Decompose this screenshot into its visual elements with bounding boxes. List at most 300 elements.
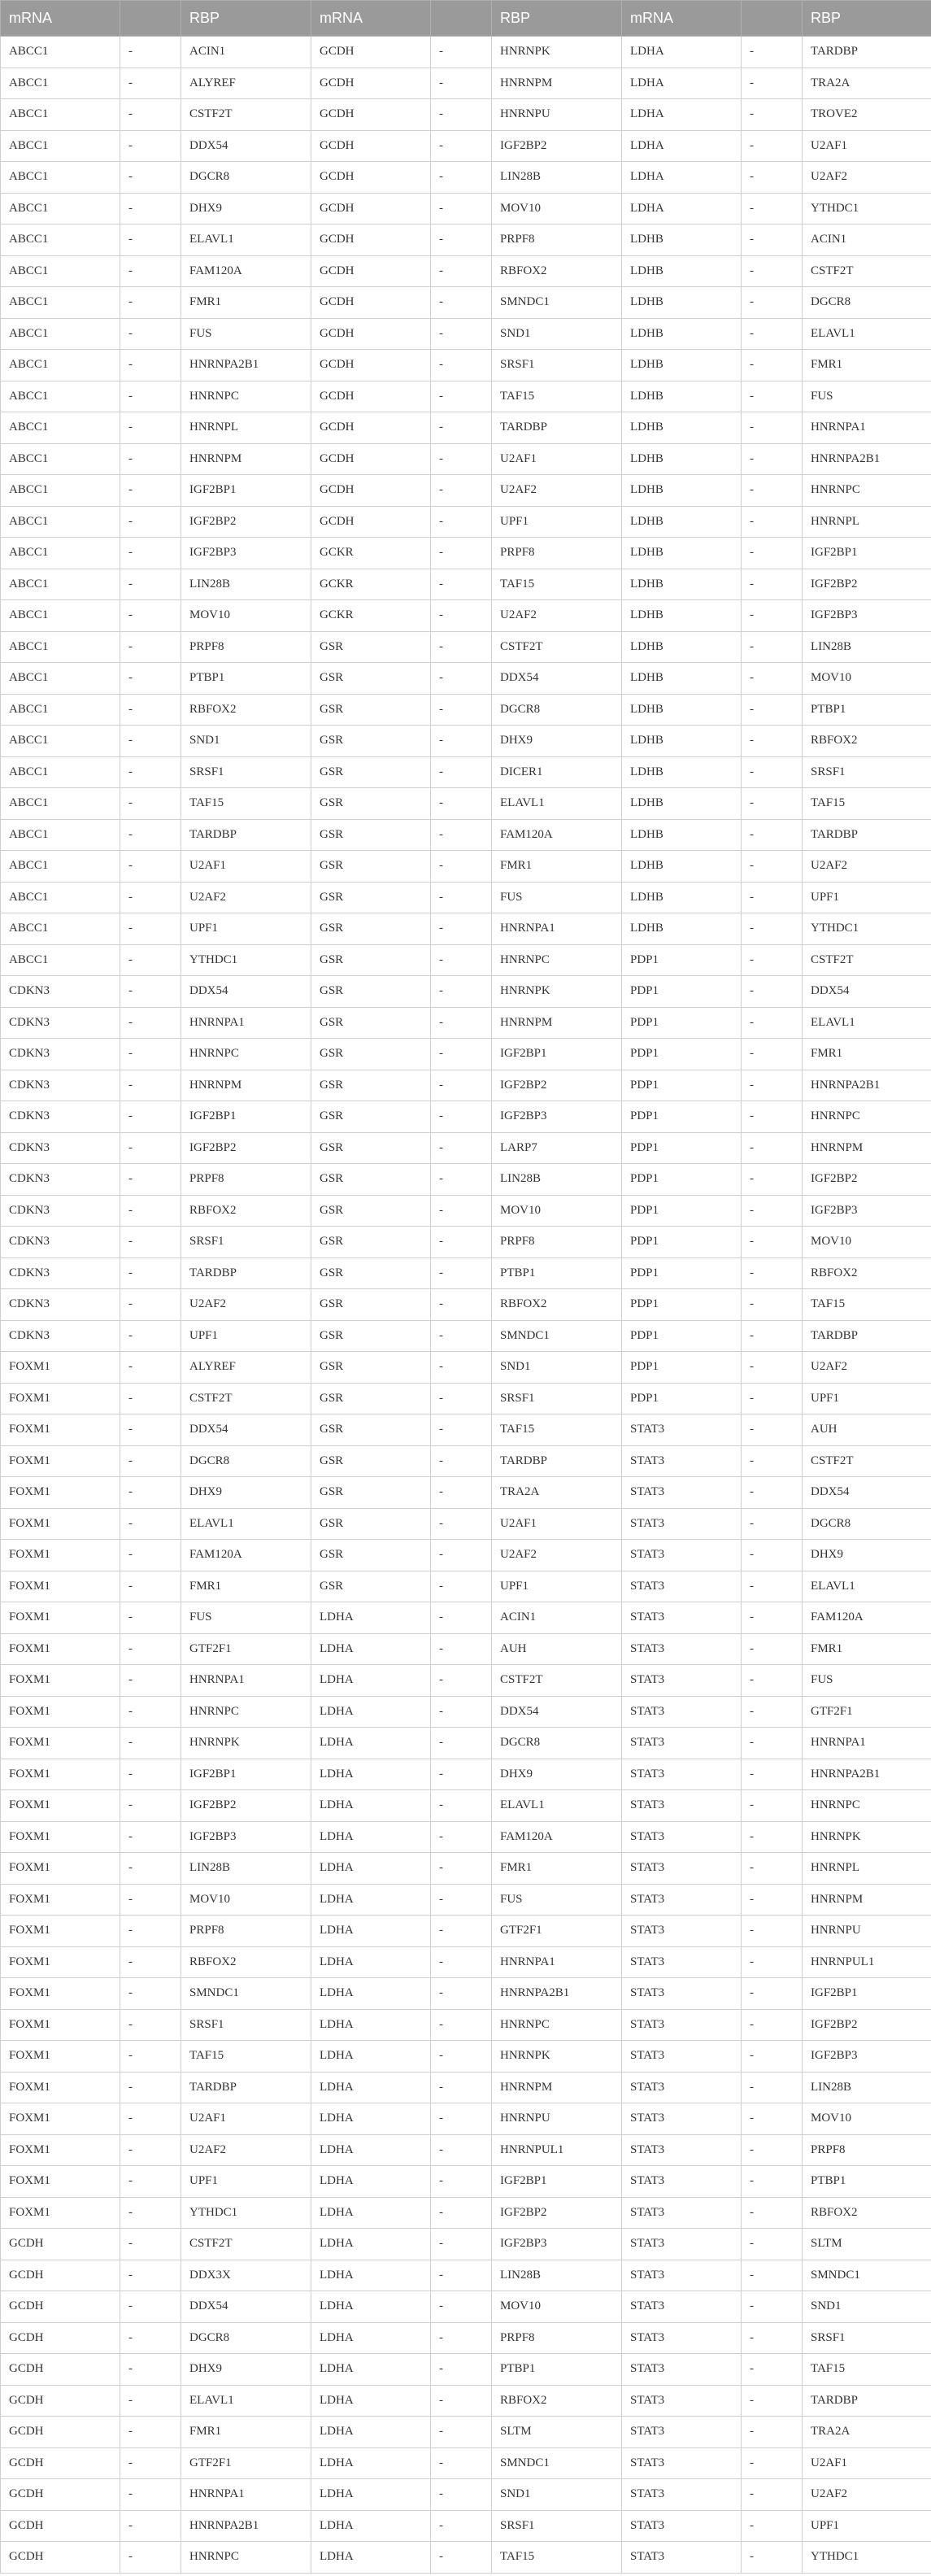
rbp-cell: DGCR8 bbox=[181, 2322, 311, 2354]
link-cell: - bbox=[742, 2354, 803, 2386]
link-cell: - bbox=[431, 1320, 492, 1352]
link-cell: - bbox=[431, 2197, 492, 2229]
rbp-cell: DHX9 bbox=[803, 1540, 931, 1571]
link-cell: - bbox=[742, 1821, 803, 1853]
link-cell: - bbox=[120, 1007, 181, 1039]
table-row bbox=[1, 1289, 931, 1321]
table-row bbox=[1, 68, 931, 99]
link-cell: - bbox=[431, 631, 492, 663]
link-cell: - bbox=[120, 1039, 181, 1070]
mrna-cell: LDHA bbox=[622, 99, 742, 131]
table-row bbox=[1, 2479, 931, 2511]
link-cell: - bbox=[431, 475, 492, 507]
mrna-cell: FOXM1 bbox=[1, 1445, 120, 1477]
link-cell: - bbox=[742, 1602, 803, 1634]
table-row bbox=[1, 1853, 931, 1885]
table-row bbox=[1, 1884, 931, 1916]
link-cell: - bbox=[431, 2322, 492, 2354]
link-cell: - bbox=[742, 1477, 803, 1509]
rbp-cell: IGF2BP3 bbox=[181, 538, 311, 569]
rbp-cell: U2AF2 bbox=[181, 882, 311, 913]
link-cell: - bbox=[431, 1790, 492, 1822]
link-cell: - bbox=[431, 1383, 492, 1414]
mrna-cell: GSR bbox=[311, 976, 431, 1008]
rbp-cell: CSTF2T bbox=[803, 1445, 931, 1477]
mrna-cell: PDP1 bbox=[622, 1007, 742, 1039]
table-row bbox=[1, 1790, 931, 1822]
mrna-cell: CDKN3 bbox=[1, 1039, 120, 1070]
mrna-cell: STAT3 bbox=[622, 2260, 742, 2291]
link-cell: - bbox=[742, 1696, 803, 1728]
rbp-cell: TAF15 bbox=[492, 1414, 622, 1446]
link-cell: - bbox=[742, 506, 803, 538]
link-cell: - bbox=[431, 68, 492, 99]
rbp-cell: HNRNPC bbox=[803, 1101, 931, 1133]
link-cell: - bbox=[431, 1445, 492, 1477]
table-row bbox=[1, 1132, 931, 1164]
table-row bbox=[1, 694, 931, 726]
link-cell: - bbox=[120, 318, 181, 350]
mrna-cell: GSR bbox=[311, 1477, 431, 1509]
mrna-cell: STAT3 bbox=[622, 2385, 742, 2417]
rbp-cell: HNRNPC bbox=[181, 381, 311, 412]
mrna-cell: FOXM1 bbox=[1, 1916, 120, 1947]
rbp-cell: TRA2A bbox=[492, 1477, 622, 1509]
rbp-cell: TARDBP bbox=[492, 1445, 622, 1477]
mrna-cell: GCDH bbox=[1, 2510, 120, 2542]
rbp-cell: HNRNPC bbox=[492, 2009, 622, 2041]
rbp-cell: U2AF1 bbox=[803, 130, 931, 162]
link-cell: - bbox=[431, 1665, 492, 1697]
rbp-cell: TAF15 bbox=[492, 381, 622, 412]
rbp-cell: U2AF1 bbox=[803, 2447, 931, 2479]
link-cell: - bbox=[431, 788, 492, 820]
rbp-cell: LIN28B bbox=[181, 569, 311, 600]
mrna-cell: LDHB bbox=[622, 475, 742, 507]
link-cell: - bbox=[120, 224, 181, 256]
mrna-cell: LDHB bbox=[622, 756, 742, 788]
mrna-cell: LDHB bbox=[622, 255, 742, 287]
rbp-cell: SND1 bbox=[492, 1352, 622, 1384]
link-cell: - bbox=[120, 819, 181, 851]
mrna-cell: ABCC1 bbox=[1, 882, 120, 913]
table-row bbox=[1, 2072, 931, 2103]
rbp-cell: HNRNPA1 bbox=[181, 1007, 311, 1039]
link-cell: - bbox=[431, 1227, 492, 1258]
mrna-cell: GSR bbox=[311, 1352, 431, 1384]
mrna-cell: GSR bbox=[311, 1007, 431, 1039]
rbp-cell: U2AF2 bbox=[803, 851, 931, 883]
mrna-cell: GSR bbox=[311, 756, 431, 788]
rbp-cell: ELAVL1 bbox=[803, 318, 931, 350]
mrna-cell: FOXM1 bbox=[1, 1383, 120, 1414]
rbp-cell: LIN28B bbox=[181, 1853, 311, 1885]
mrna-cell: LDHA bbox=[311, 1853, 431, 1885]
rbp-cell: HNRNPL bbox=[181, 412, 311, 444]
rbp-cell: AUH bbox=[492, 1633, 622, 1665]
mrna-cell: STAT3 bbox=[622, 1633, 742, 1665]
rbp-cell: HNRNPK bbox=[803, 1821, 931, 1853]
rbp-cell: U2AF1 bbox=[492, 1508, 622, 1540]
link-cell: - bbox=[120, 788, 181, 820]
link-cell: - bbox=[120, 2103, 181, 2135]
table-row bbox=[1, 2260, 931, 2291]
rbp-cell: TARDBP bbox=[181, 819, 311, 851]
rbp-cell: U2AF2 bbox=[803, 1352, 931, 1384]
mrna-cell: STAT3 bbox=[622, 2197, 742, 2229]
rbp-cell: CSTF2T bbox=[181, 99, 311, 131]
link-cell: - bbox=[742, 318, 803, 350]
rbp-cell: DDX54 bbox=[492, 663, 622, 695]
table-row bbox=[1, 1696, 931, 1728]
rbp-cell: TAF15 bbox=[492, 569, 622, 600]
rbp-cell: FUS bbox=[181, 1602, 311, 1634]
mrna-cell: GSR bbox=[311, 663, 431, 695]
mrna-cell: STAT3 bbox=[622, 2542, 742, 2574]
rbp-cell: CSTF2T bbox=[803, 255, 931, 287]
rbp-cell: U2AF2 bbox=[803, 162, 931, 194]
mrna-cell: PDP1 bbox=[622, 1289, 742, 1321]
link-cell: - bbox=[431, 1414, 492, 1446]
link-cell: - bbox=[120, 851, 181, 883]
mrna-cell: CDKN3 bbox=[1, 1164, 120, 1196]
mrna-cell: LDHA bbox=[311, 2542, 431, 2574]
link-cell: - bbox=[742, 1289, 803, 1321]
link-cell: - bbox=[742, 2009, 803, 2041]
table-row bbox=[1, 1352, 931, 1384]
link-cell: - bbox=[431, 2166, 492, 2198]
link-cell: - bbox=[120, 1790, 181, 1822]
rbp-cell: HNRNPM bbox=[492, 1007, 622, 1039]
rbp-cell: FAM120A bbox=[181, 255, 311, 287]
link-cell: - bbox=[431, 37, 492, 68]
rbp-cell: IGF2BP1 bbox=[181, 475, 311, 507]
mrna-cell: PDP1 bbox=[622, 1320, 742, 1352]
table-row bbox=[1, 2291, 931, 2323]
link-cell: - bbox=[742, 224, 803, 256]
link-cell: - bbox=[742, 1414, 803, 1446]
table-row bbox=[1, 882, 931, 913]
link-cell: - bbox=[742, 756, 803, 788]
link-cell: - bbox=[431, 2354, 492, 2386]
link-cell: - bbox=[120, 1916, 181, 1947]
mrna-cell: PDP1 bbox=[622, 1164, 742, 1196]
mrna-cell: LDHA bbox=[311, 1821, 431, 1853]
rbp-cell: FMR1 bbox=[803, 1039, 931, 1070]
rbp-cell: HNRNPC bbox=[803, 1790, 931, 1822]
rbp-cell: HNRNPA2B1 bbox=[181, 350, 311, 381]
mrna-cell: ABCC1 bbox=[1, 443, 120, 475]
mrna-cell: FOXM1 bbox=[1, 1665, 120, 1697]
mrna-cell: LDHA bbox=[311, 1602, 431, 1634]
mrna-cell: ABCC1 bbox=[1, 318, 120, 350]
link-cell: - bbox=[431, 1946, 492, 1978]
table-row bbox=[1, 569, 931, 600]
link-cell: - bbox=[742, 162, 803, 194]
mrna-cell: STAT3 bbox=[622, 1571, 742, 1602]
mrna-cell: LDHA bbox=[622, 193, 742, 224]
mrna-cell: ABCC1 bbox=[1, 350, 120, 381]
rbp-cell: DDX54 bbox=[803, 976, 931, 1008]
mrna-cell: PDP1 bbox=[622, 1352, 742, 1384]
link-cell: - bbox=[742, 255, 803, 287]
link-cell: - bbox=[742, 37, 803, 68]
mrna-cell: STAT3 bbox=[622, 1790, 742, 1822]
rbp-cell: DDX54 bbox=[492, 1696, 622, 1728]
rbp-cell: CSTF2T bbox=[181, 2229, 311, 2260]
mrna-cell: LDHB bbox=[622, 538, 742, 569]
link-cell: - bbox=[120, 1571, 181, 1602]
mrna-cell: STAT3 bbox=[622, 2134, 742, 2166]
table-row bbox=[1, 1414, 931, 1446]
rbp-cell: HNRNPM bbox=[492, 2072, 622, 2103]
link-cell: - bbox=[742, 287, 803, 319]
link-cell: - bbox=[431, 1007, 492, 1039]
rbp-cell: HNRNPA2B1 bbox=[181, 2510, 311, 2542]
rbp-cell: DICER1 bbox=[492, 756, 622, 788]
rbp-cell: DGCR8 bbox=[803, 1508, 931, 1540]
mrna-cell: ABCC1 bbox=[1, 663, 120, 695]
table-row bbox=[1, 506, 931, 538]
link-cell: - bbox=[431, 255, 492, 287]
link-cell: - bbox=[742, 631, 803, 663]
rbp-cell: TAF15 bbox=[181, 2041, 311, 2073]
mrna-cell: FOXM1 bbox=[1, 2134, 120, 2166]
rbp-cell: UPF1 bbox=[181, 1320, 311, 1352]
rbp-cell: IGF2BP2 bbox=[803, 2009, 931, 2041]
link-cell: - bbox=[431, 193, 492, 224]
mrna-cell: GSR bbox=[311, 1320, 431, 1352]
mrna-cell: LDHA bbox=[311, 1696, 431, 1728]
link-cell: - bbox=[742, 694, 803, 726]
link-cell: - bbox=[431, 2260, 492, 2291]
link-cell: - bbox=[742, 412, 803, 444]
rbp-cell: HNRNPM bbox=[181, 1070, 311, 1101]
mrna-cell: ABCC1 bbox=[1, 788, 120, 820]
link-cell: - bbox=[120, 2009, 181, 2041]
link-cell: - bbox=[742, 1759, 803, 1790]
rbp-cell: HNRNPUL1 bbox=[492, 2134, 622, 2166]
mrna-cell: ABCC1 bbox=[1, 412, 120, 444]
link-cell: - bbox=[742, 2447, 803, 2479]
mrna-cell: STAT3 bbox=[622, 1759, 742, 1790]
link-cell: - bbox=[431, 2009, 492, 2041]
mrna-cell: STAT3 bbox=[622, 1853, 742, 1885]
rbp-cell: MOV10 bbox=[492, 1195, 622, 1227]
link-cell: - bbox=[742, 1916, 803, 1947]
link-cell: - bbox=[431, 2103, 492, 2135]
mrna-cell: CDKN3 bbox=[1, 1289, 120, 1321]
mrna-cell: GCDH bbox=[311, 318, 431, 350]
mrna-cell: LDHA bbox=[311, 2009, 431, 2041]
header-row bbox=[1, 1, 931, 37]
rbp-cell: HNRNPU bbox=[803, 1916, 931, 1947]
link-cell: - bbox=[742, 2134, 803, 2166]
rbp-cell: SMNDC1 bbox=[492, 287, 622, 319]
mrna-cell: LDHB bbox=[622, 224, 742, 256]
mrna-cell: STAT3 bbox=[622, 2510, 742, 2542]
link-cell: - bbox=[742, 726, 803, 757]
table-row bbox=[1, 1227, 931, 1258]
rbp-cell: SND1 bbox=[803, 2291, 931, 2323]
mrna-cell: GCKR bbox=[311, 538, 431, 569]
mrna-cell: ABCC1 bbox=[1, 287, 120, 319]
link-cell: - bbox=[431, 2134, 492, 2166]
mrna-cell: GCDH bbox=[1, 2479, 120, 2511]
mrna-cell: GSR bbox=[311, 1289, 431, 1321]
rbp-cell: U2AF2 bbox=[181, 1289, 311, 1321]
header-blank-3 bbox=[742, 1, 803, 37]
mrna-cell: FOXM1 bbox=[1, 1978, 120, 2010]
rbp-cell: FAM120A bbox=[803, 1602, 931, 1634]
link-cell: - bbox=[431, 1195, 492, 1227]
rbp-cell: SLTM bbox=[803, 2229, 931, 2260]
link-cell: - bbox=[431, 2542, 492, 2574]
mrna-cell: ABCC1 bbox=[1, 694, 120, 726]
table-row bbox=[1, 538, 931, 569]
rbp-cell: LIN28B bbox=[803, 2072, 931, 2103]
mrna-cell: STAT3 bbox=[622, 1665, 742, 1697]
mrna-cell: FOXM1 bbox=[1, 1633, 120, 1665]
rbp-cell: HNRNPC bbox=[492, 944, 622, 976]
link-cell: - bbox=[431, 2417, 492, 2448]
link-cell: - bbox=[120, 2134, 181, 2166]
mrna-cell: ABCC1 bbox=[1, 99, 120, 131]
rbp-cell: PRPF8 bbox=[181, 1164, 311, 1196]
mrna-cell: PDP1 bbox=[622, 1039, 742, 1070]
table-row bbox=[1, 381, 931, 412]
link-cell: - bbox=[431, 1477, 492, 1509]
rbp-cell: SRSF1 bbox=[181, 2009, 311, 2041]
mrna-cell: LDHB bbox=[622, 819, 742, 851]
table-row bbox=[1, 2197, 931, 2229]
rbp-cell: U2AF1 bbox=[181, 851, 311, 883]
table-row bbox=[1, 1633, 931, 1665]
rbp-cell: TAF15 bbox=[181, 788, 311, 820]
link-cell: - bbox=[742, 851, 803, 883]
table-row bbox=[1, 443, 931, 475]
rbp-cell: MOV10 bbox=[803, 1227, 931, 1258]
rbp-cell: DHX9 bbox=[492, 726, 622, 757]
rbp-cell: TAF15 bbox=[803, 2354, 931, 2386]
link-cell: - bbox=[742, 1164, 803, 1196]
rbp-cell: MOV10 bbox=[492, 193, 622, 224]
rbp-cell: SRSF1 bbox=[492, 1383, 622, 1414]
mrna-cell: GCDH bbox=[311, 381, 431, 412]
rbp-cell: ELAVL1 bbox=[803, 1571, 931, 1602]
link-cell: - bbox=[431, 224, 492, 256]
link-cell: - bbox=[120, 2072, 181, 2103]
link-cell: - bbox=[120, 1257, 181, 1289]
mrna-cell: LDHA bbox=[311, 1916, 431, 1947]
link-cell: - bbox=[431, 1633, 492, 1665]
rbp-cell: UPF1 bbox=[181, 2166, 311, 2198]
link-cell: - bbox=[742, 68, 803, 99]
link-cell: - bbox=[431, 1164, 492, 1196]
link-cell: - bbox=[431, 538, 492, 569]
table-row bbox=[1, 1007, 931, 1039]
mrna-cell: CDKN3 bbox=[1, 976, 120, 1008]
mrna-cell: GCDH bbox=[311, 412, 431, 444]
mrna-cell: ABCC1 bbox=[1, 600, 120, 632]
link-cell: - bbox=[742, 1195, 803, 1227]
link-cell: - bbox=[120, 1070, 181, 1101]
link-cell: - bbox=[120, 2447, 181, 2479]
mrna-cell: PDP1 bbox=[622, 976, 742, 1008]
mrna-cell: GCDH bbox=[311, 443, 431, 475]
mrna-cell: LDHA bbox=[311, 1759, 431, 1790]
link-cell: - bbox=[431, 318, 492, 350]
link-cell: - bbox=[431, 162, 492, 194]
link-cell: - bbox=[120, 2291, 181, 2323]
mrna-cell: LDHA bbox=[311, 1790, 431, 1822]
mrna-cell: STAT3 bbox=[622, 1508, 742, 1540]
header-mrna-3: mRNA bbox=[622, 1, 742, 37]
link-cell: - bbox=[120, 1132, 181, 1164]
link-cell: - bbox=[431, 1602, 492, 1634]
table-row bbox=[1, 37, 931, 68]
link-cell: - bbox=[120, 2197, 181, 2229]
mrna-cell: GSR bbox=[311, 1227, 431, 1258]
rbp-cell: HNRNPM bbox=[181, 443, 311, 475]
mrna-cell: STAT3 bbox=[622, 2041, 742, 2073]
link-cell: - bbox=[120, 1164, 181, 1196]
link-cell: - bbox=[431, 381, 492, 412]
mrna-cell: GCDH bbox=[311, 350, 431, 381]
link-cell: - bbox=[120, 1884, 181, 1916]
rbp-cell: IGF2BP3 bbox=[803, 600, 931, 632]
link-cell: - bbox=[742, 2417, 803, 2448]
mrna-cell: STAT3 bbox=[622, 2479, 742, 2511]
rbp-cell: IGF2BP2 bbox=[181, 1132, 311, 1164]
mrna-cell: FOXM1 bbox=[1, 2072, 120, 2103]
mrna-cell: FOXM1 bbox=[1, 2041, 120, 2073]
link-cell: - bbox=[120, 287, 181, 319]
mrna-cell: ABCC1 bbox=[1, 381, 120, 412]
rbp-cell: TAF15 bbox=[492, 2542, 622, 2574]
mrna-cell: ABCC1 bbox=[1, 538, 120, 569]
rbp-cell: IGF2BP2 bbox=[803, 569, 931, 600]
link-cell: - bbox=[120, 2542, 181, 2574]
mrna-cell: GSR bbox=[311, 788, 431, 820]
mrna-cell: STAT3 bbox=[622, 1946, 742, 1978]
mrna-cell: GCDH bbox=[1, 2385, 120, 2417]
link-cell: - bbox=[742, 1352, 803, 1384]
rbp-cell: YTHDC1 bbox=[181, 944, 311, 976]
mrna-cell: ABCC1 bbox=[1, 68, 120, 99]
link-cell: - bbox=[742, 1007, 803, 1039]
rbp-cell: GTF2F1 bbox=[181, 2447, 311, 2479]
mrna-cell: GCDH bbox=[311, 193, 431, 224]
rbp-cell: ACIN1 bbox=[492, 1602, 622, 1634]
link-cell: - bbox=[120, 1477, 181, 1509]
mrna-cell: FOXM1 bbox=[1, 1853, 120, 1885]
link-cell: - bbox=[742, 1383, 803, 1414]
rbp-cell: TARDBP bbox=[492, 412, 622, 444]
link-cell: - bbox=[742, 475, 803, 507]
mrna-cell: FOXM1 bbox=[1, 2009, 120, 2041]
link-cell: - bbox=[742, 1320, 803, 1352]
rbp-cell: DGCR8 bbox=[181, 162, 311, 194]
link-cell: - bbox=[742, 1101, 803, 1133]
rbp-cell: HNRNPA1 bbox=[181, 1665, 311, 1697]
rbp-cell: HNRNPU bbox=[492, 2103, 622, 2135]
rbp-cell: TARDBP bbox=[181, 1257, 311, 1289]
mrna-cell: FOXM1 bbox=[1, 1884, 120, 1916]
mrna-cell: LDHB bbox=[622, 350, 742, 381]
table-row bbox=[1, 1821, 931, 1853]
link-cell: - bbox=[120, 37, 181, 68]
